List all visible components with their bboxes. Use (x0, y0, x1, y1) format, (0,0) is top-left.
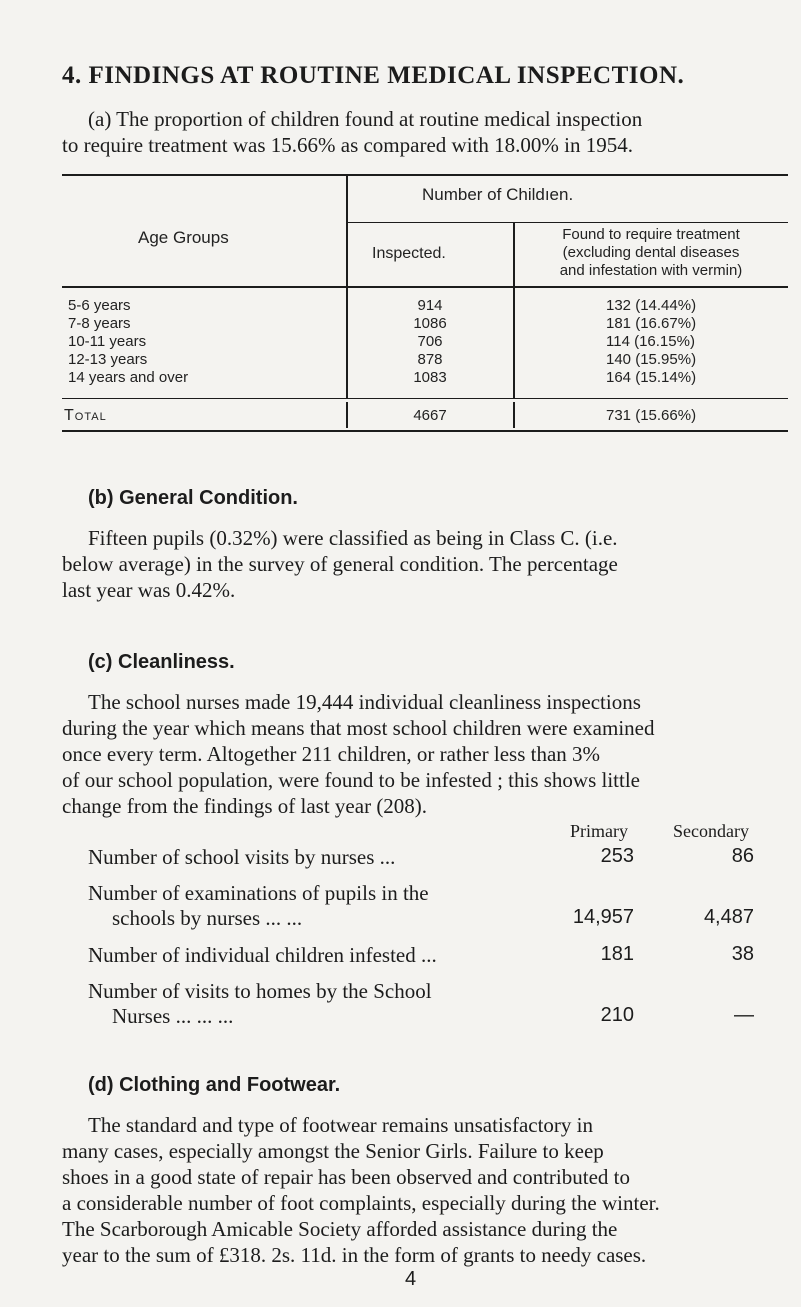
table-divider (513, 222, 515, 286)
stat-secondary: — (734, 1004, 754, 1026)
section-c-line-4: of our school population, were found to be infested ; this shows little (62, 768, 640, 792)
table-divider (513, 402, 515, 428)
table-cell: 181 (16.67%) (606, 315, 697, 332)
section-heading: 4. FINDINGS AT ROUTINE MEDICAL INSPECTION. (62, 62, 685, 89)
section-d-line-1: The standard and type of footwear remains unsatisfactory in (88, 1113, 593, 1137)
section-a-line-1: (a) The proportion of children found at routine medical inspection (88, 107, 643, 131)
section-c-line-3: once every term. Altogether 211 children, or rather less than 3% (62, 742, 601, 766)
stat-label: Number of visits to homes by the School (88, 979, 432, 1003)
stat-secondary: 4,487 (703, 906, 754, 928)
section-d-line-4: a considerable number of foot complaints, especially during the winter. (62, 1191, 660, 1215)
table-cell: 7-8 years (68, 315, 131, 332)
section-a-line-2: to require treatment was 15.66% as compared with 18.00% in 1954. (62, 133, 633, 157)
inspected-column (405, 297, 455, 387)
table-cell: 114 (16.15%) (606, 333, 695, 350)
section-c-line-2: during the year which means that most school children were examined (62, 716, 655, 740)
table-divider (513, 288, 515, 398)
section-d-line-3: shoes in a good state of repair has been observed and contributed to (62, 1165, 630, 1189)
table-total-rule (62, 398, 788, 399)
section-c-line-1: The school nurses made 19,444 individual cleanliness inspections (88, 690, 641, 714)
age-group-column (68, 297, 188, 387)
table-header-rule (62, 286, 788, 288)
table-cell: 10-11 years (68, 333, 147, 350)
section-b-line-1: Fifteen pupils (0.32%) were classified as being in Class C. (i.e. (88, 526, 618, 550)
table-bottom-rule (62, 430, 788, 432)
table-cell: 140 (15.95%) (606, 351, 697, 368)
total-inspected: 4667 (413, 407, 447, 424)
stat-secondary: 38 (731, 943, 754, 965)
column-header-found-treatment: Found to require treatment (excluding dental diseases and infestation with vermin) (559, 226, 743, 279)
stat-primary: 210 (600, 1004, 634, 1026)
section-b-title: (b) General Condition. (88, 487, 298, 509)
table-top-rule (62, 174, 788, 176)
column-header-primary: Primary (570, 821, 628, 841)
table-cell: 1086 (413, 315, 447, 332)
table-cell: 164 (15.14%) (606, 369, 697, 386)
total-label: Total (64, 407, 107, 424)
stat-label: schools by nurses ... ... (112, 906, 303, 930)
table-cell: 5-6 years (68, 297, 131, 314)
column-header-age-groups: Age Groups (138, 228, 229, 247)
page-number: 4 (405, 1268, 417, 1290)
table-subheader-rule (348, 222, 788, 223)
stat-label: Nurses ... ... ... (112, 1004, 234, 1028)
section-d-title: (d) Clothing and Footwear. (88, 1074, 341, 1096)
stat-primary: 253 (600, 845, 634, 867)
stat-primary: 14,957 (572, 906, 634, 928)
section-b-line-2: below average) in the survey of general condition. The percentage (62, 552, 618, 576)
table-divider (346, 288, 348, 398)
section-d-line-6: year to the sum of £318. 2s. 11d. in the form of grants to needy cases. (62, 1243, 647, 1267)
section-d-line-5: The Scarborough Amicable Society afforded assistance during the (62, 1217, 618, 1241)
table-cell: 14 years and over (68, 369, 189, 386)
stat-secondary: 86 (731, 845, 754, 867)
table-divider (346, 174, 348, 286)
stat-primary: 181 (600, 943, 634, 965)
section-c-title: (c) Cleanliness. (88, 651, 235, 673)
section-c-line-5: change from the findings of last year (208). (62, 794, 428, 818)
table-cell: 878 (417, 351, 443, 368)
stat-label: Number of examinations of pupils in the (88, 881, 429, 905)
total-found: 731 (15.66%) (606, 407, 697, 424)
table-cell: 914 (417, 297, 443, 314)
column-header-inspected: Inspected. (372, 245, 446, 262)
table-cell: 706 (417, 333, 443, 350)
stat-label: Number of school visits by nurses ... (88, 845, 396, 869)
table-cell: 1083 (413, 369, 447, 386)
stat-label: Number of individual children infested ... (88, 943, 437, 967)
column-header-number-of-children: Number of Childıen. (422, 185, 574, 204)
column-header-secondary: Secondary (673, 821, 749, 841)
section-b-line-3: last year was 0.42%. (62, 578, 236, 602)
table-divider (346, 402, 348, 428)
section-d-line-2: many cases, especially amongst the Senior Girls. Failure to keep (62, 1139, 604, 1163)
found-column (606, 297, 696, 387)
table-cell: 132 (14.44%) (606, 297, 697, 314)
table-cell: 12-13 years (68, 351, 148, 368)
